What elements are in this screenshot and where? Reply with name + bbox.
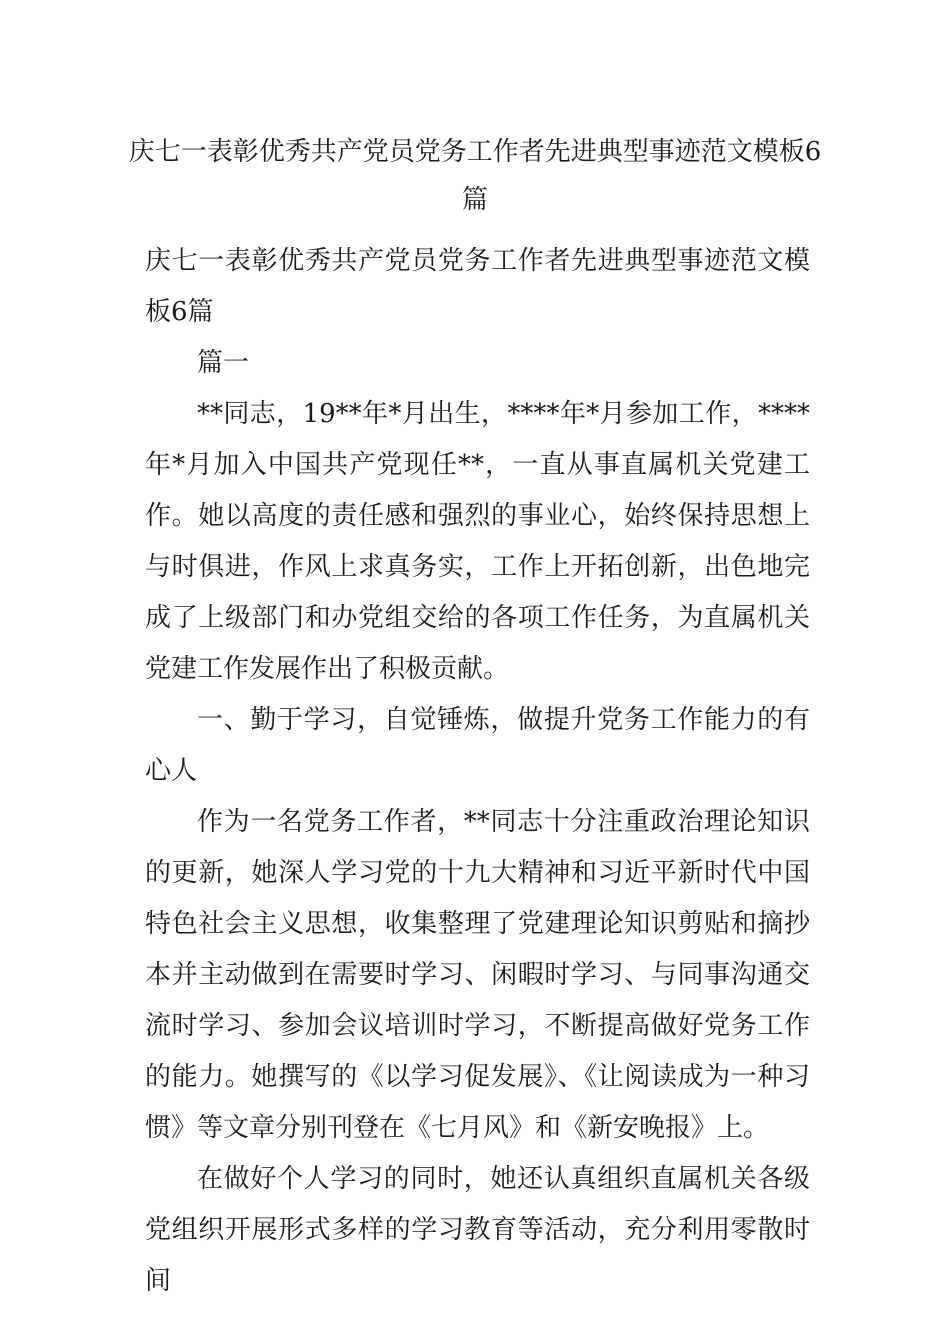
paragraph: 作为一名党务工作者，**同志十分注重政治理论知识的更新，她深人学习党的十九大精神和习近平新时代中国特色社会主义思想，收集整理了党建理论知识剪贴和摘抄本并主动做到在需要时学习、闲暇时学习、与同事沟通交流时学习、参加会议培训时学习，不断提高做好党务工作的能力。她撰写的《以学习促发展》、《让阅读成为一种习惯》等文章分别刊登在《七月风》和《新安晚报》上。 <box>145 807 810 1143</box>
document-body <box>145 236 810 1307</box>
paragraph-heading: 一、勤于学习，自觉锤炼，做提升党务工作能力的有心人 <box>145 705 810 786</box>
document-title: 庆七一表彰优秀共产党员党务工作者先进典型事迹范文模板6篇 <box>128 137 822 215</box>
paragraph: 在做好个人学习的同时，她还认真组织直属机关各级党组织开展形式多样的学习教育等活动，充分利用零散时间 <box>145 1164 810 1296</box>
document-subtitle: 庆七一表彰优秀共产党员党务工作者先进典型事迹范文模板6篇 <box>145 246 810 327</box>
section-heading: 篇一 <box>197 348 250 378</box>
paragraph: **同志，19**年*月出生，****年*月参加工作，****年*月加入中国共产党现任**，一直从事直属机关党建工作。她以高度的责任感和强烈的事业心，始终保持思想上与时俱进，作风上求真务实，工作上开拓创新，出色地完成了上级部门和办党组交给的各项工作任务，为直属机关党建工作发展作出了积极贡献。 <box>145 399 810 684</box>
